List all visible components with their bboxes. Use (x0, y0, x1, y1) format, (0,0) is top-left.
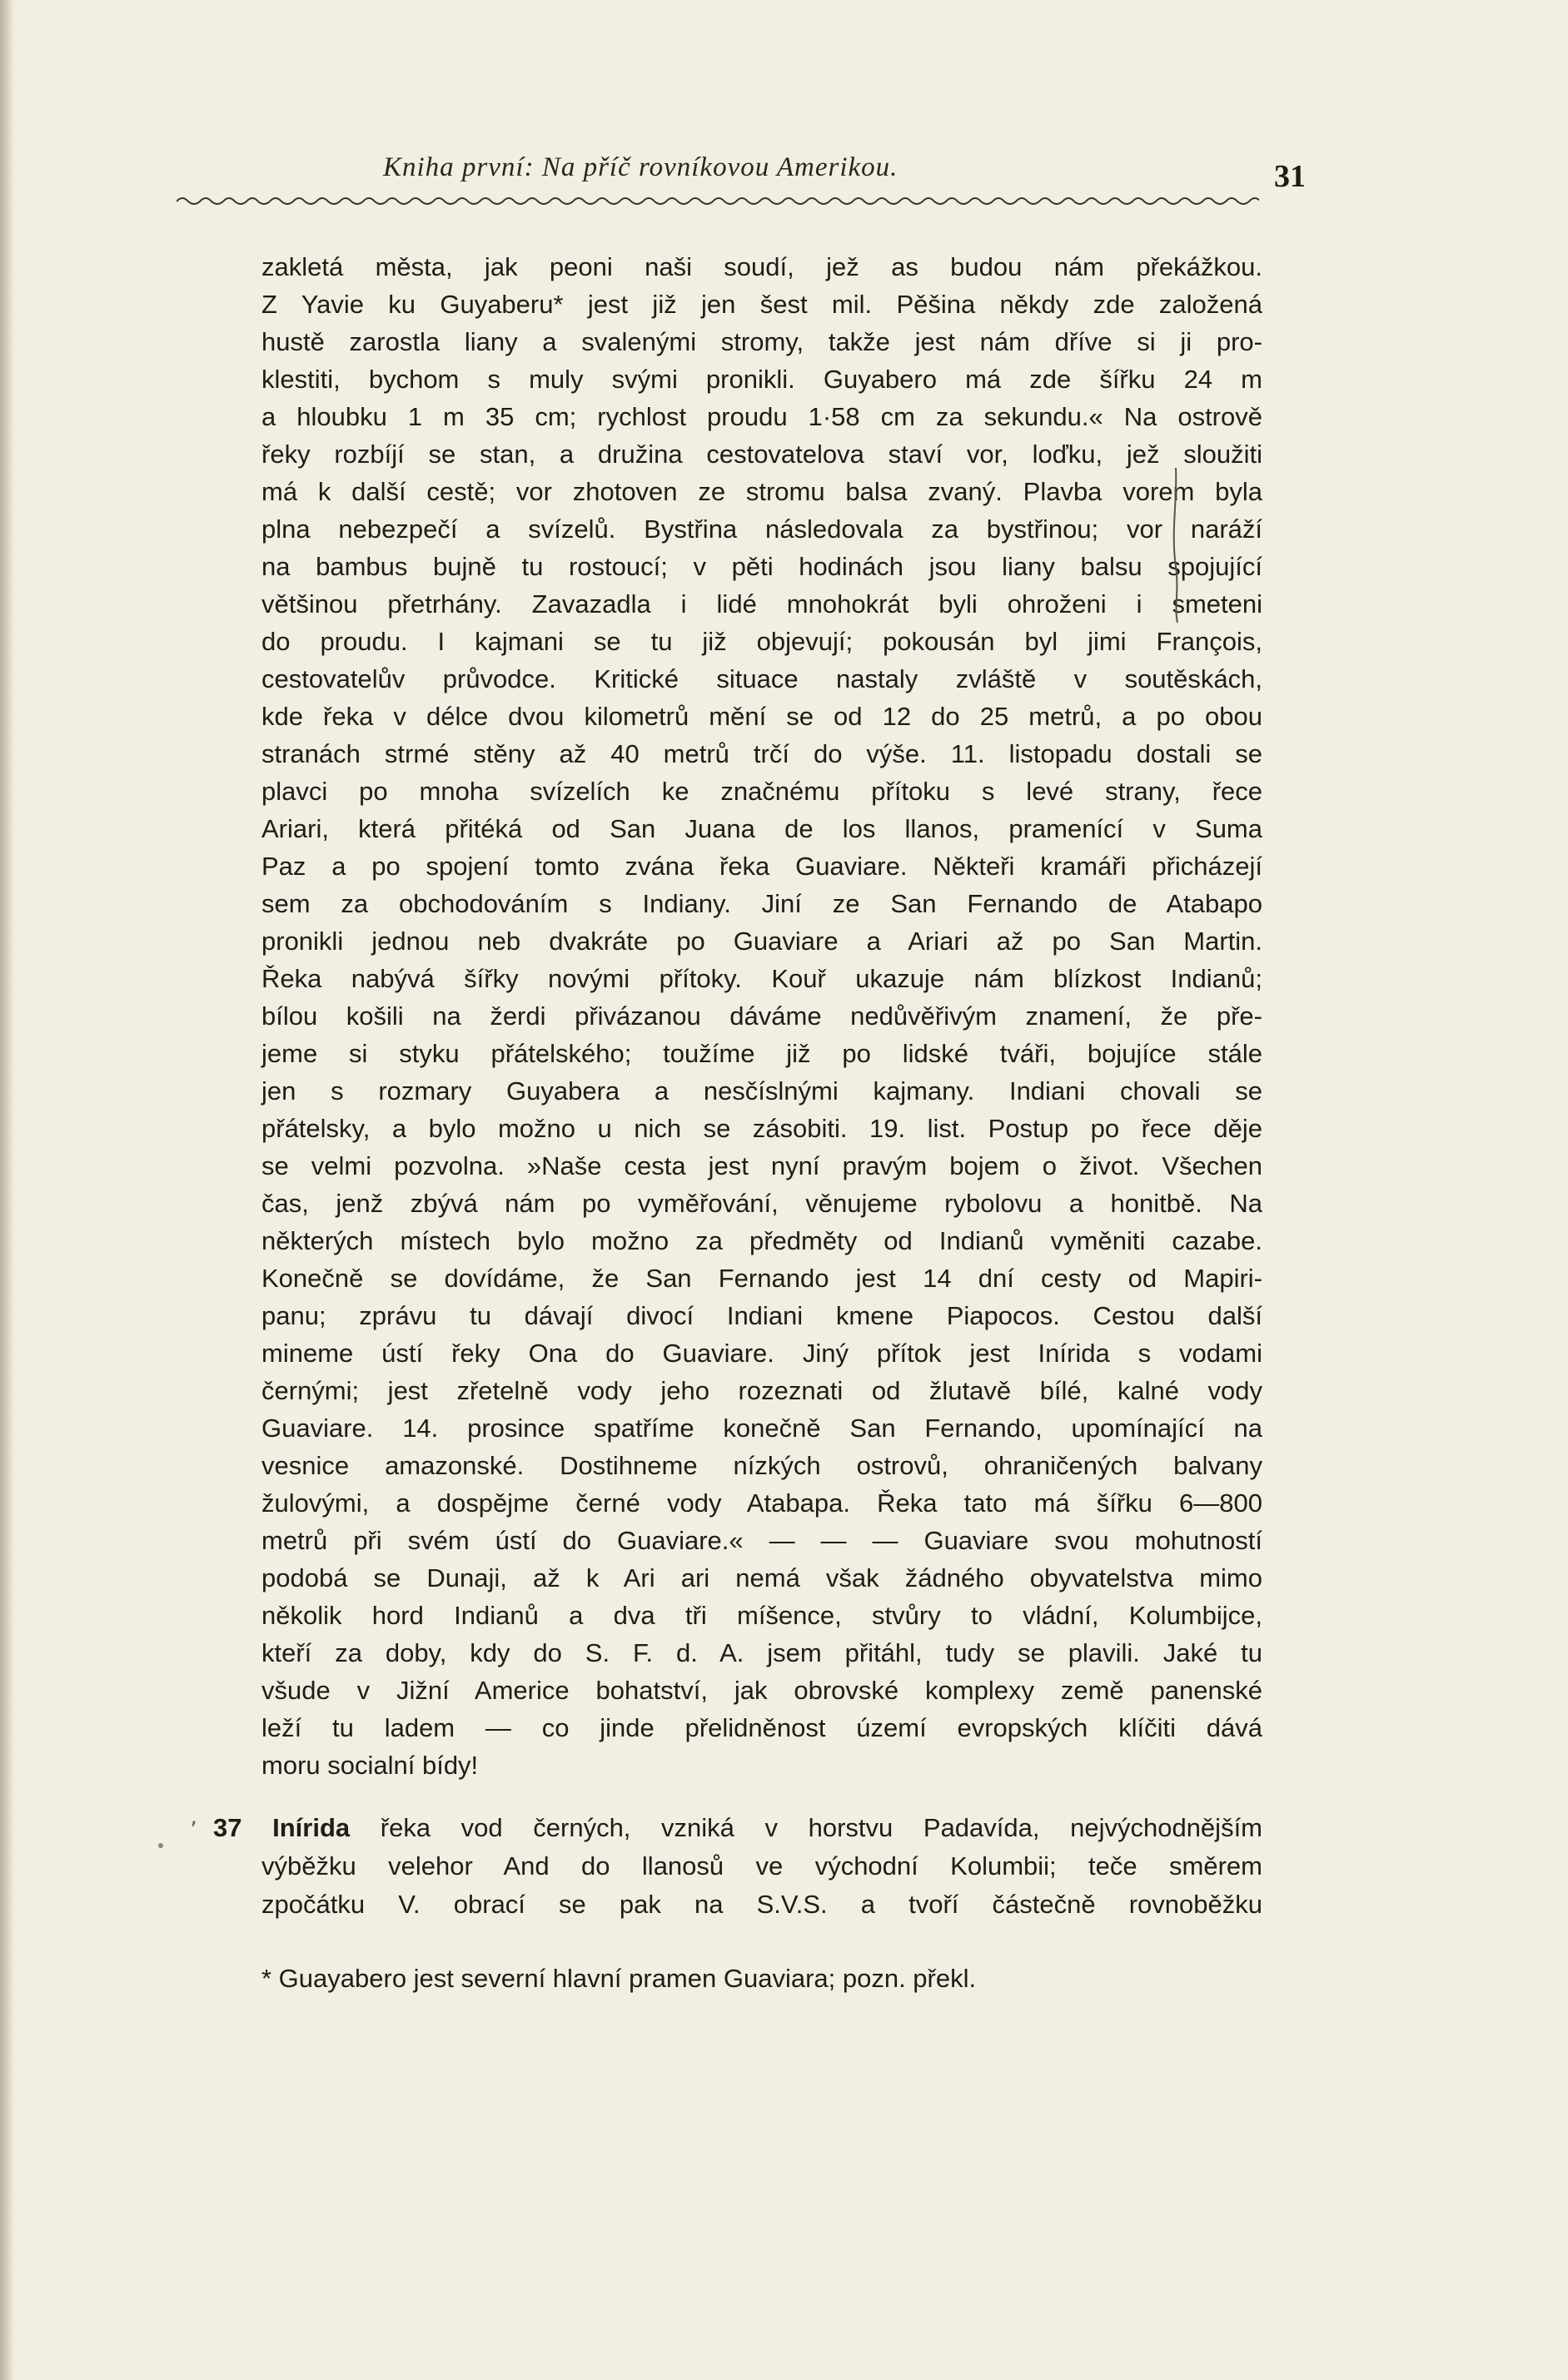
text-line: má k další cestě; vor zhotoven ze stromu balsa zvaný. Plavba vorem byla (261, 477, 1262, 506)
text-line: žulovými, a dospějme černé vody Atabapa. Řeka tato má šířku 6—800 (261, 1488, 1262, 1518)
text-line: a hloubku 1 m 35 cm; rychlost proudu 1·58 cm za sekundu.« Na ostrově (261, 402, 1262, 431)
margin-dot-icon (158, 1843, 163, 1848)
text-line: pronikli jednou neb dvakráte po Guaviare a Ariari až po San Martin. (261, 927, 1262, 956)
text-line: na bambus bujně tu rostoucí; v pěti hodinách jsou liany balsu spojující (261, 552, 1262, 581)
text-line: do proudu. I kajmani se tu již objevují; pokousán byl jimi François, (261, 627, 1262, 656)
pencil-stroke-mark (1159, 466, 1192, 624)
note-first-line-text: řeka vod černých, vzniká v horstvu Padavída, nejvýchodnějším (380, 1813, 1262, 1842)
page-number: 31 (1274, 159, 1306, 194)
text-line: Paz a po spojení tomto zvána řeka Guaviare. Někteři kramáři přicházejí (261, 852, 1262, 881)
text-line: kteří za doby, kdy do S. F. d. A. jsem přitáhl, tudy se plavili. Jaké tu (261, 1638, 1262, 1667)
text-line: jeme si styku přátelského; toužíme již po lidské tváři, bojujíce stále (261, 1039, 1262, 1068)
text-line: vesnice amazonské. Dostihneme nízkých ostrovů, ohraničených balvany (261, 1451, 1262, 1480)
text-line: několik hord Indianů a dva tři míšence, stvůry to vládní, Kolumbijce, (261, 1601, 1262, 1630)
text-line: moru socialní bídy! (261, 1751, 479, 1780)
note-number: 37 (213, 1813, 242, 1842)
note-line (213, 1809, 1262, 1847)
text-line: čas, jenž zbývá nám po vyměřování, věnujeme rybolovu a honitbě. Na (261, 1189, 1262, 1218)
text-line: bílou košili na žerdi přivázanou dáváme nedůvěřivým znamení, že pře- (261, 1001, 1262, 1031)
main-text-block (261, 248, 1262, 1784)
text-line: metrů při svém ústí do Guaviare.« — — — Guaviare svou mohutností (261, 1526, 1262, 1555)
text-line: kde řeka v délce dvou kilometrů mění se od 12 do 25 metrů, a po obou (261, 702, 1262, 731)
text-line: plna nebezpečí a svízelů. Bystřina následovala za bystřinou; vor naráží (261, 514, 1262, 544)
wavy-rule-divider (177, 188, 1259, 210)
text-line: některých místech bylo možno za předměty od Indianů vyměniti cazabe. (261, 1226, 1262, 1255)
note-line: výběžku velehor And do llanosů ve východní Kolumbii; teče směrem (261, 1851, 1262, 1881)
text-line: stranách strmé stěny až 40 metrů trčí do výše. 11. listopadu dostali se (261, 739, 1262, 768)
text-line: cestovatelův průvodce. Kritické situace nastaly zvláště v soutěskách, (261, 664, 1262, 693)
text-line: Guaviare. 14. prosince spatříme konečně San Fernando, upomínající na (261, 1414, 1262, 1443)
text-line: mineme ústí řeky Ona do Guaviare. Jiný přítok jest Inírida s vodami (261, 1339, 1262, 1368)
text-line: jen s rozmary Guyabera a nesčíslnými kajmany. Indiani chovali se (261, 1076, 1262, 1106)
note-line: zpočátku V. obrací se pak na S.V.S. a tvoří částečně rovnoběžku (261, 1890, 1262, 1919)
text-line: sem za obchodováním s Indiany. Jiní ze San Fernando de Atabapo (261, 889, 1262, 918)
text-line: Konečně se dovídáme, že San Fernando jest 14 dní cesty od Mapiri- (261, 1264, 1262, 1293)
text-line: všude v Jižní Americe bohatství, jak obrovské komplexy země panenské (261, 1676, 1262, 1705)
text-line: Řeka nabývá šířky novými přítoky. Kouř ukazuje nám blízkost Indianů; (261, 964, 1262, 993)
text-line: řeky rozbíjí se stan, a družina cestovatelova staví vor, loďku, jež sloužiti (261, 440, 1262, 469)
text-line: klestiti, bychom s muly svými pronikli. Guyabero má zde šířku 24 m (261, 365, 1262, 394)
text-line: Z Yavie ku Guyaberu* jest již jen šest mil. Pěšina někdy zde založená (261, 290, 1262, 319)
text-line: zakletá města, jak peoni naši soudí, jež as budou nám překážkou. (261, 252, 1262, 281)
binding-edge (0, 0, 13, 2380)
running-title: Kniha první: Na příč rovníkovou Amerikou. (383, 152, 898, 182)
text-line: hustě zarostla liany a svalenými stromy, takže jest nám dříve si ji pro- (261, 327, 1262, 356)
text-line: černými; jest zřetelně vody jeho rozeznati od žlutavě bílé, kalné vody (261, 1376, 1262, 1405)
note-term: Inírida (272, 1813, 351, 1842)
text-line: leží tu ladem — co jinde přelidněnost území evropských klíčiti dává (261, 1713, 1262, 1742)
text-line: většinou přetrhány. Zavazadla i lidé mnohokrát byli ohroženi i smeteni (261, 589, 1262, 619)
footnote: * Guayabero jest severní hlavní pramen Guaviara; pozn. překl. (261, 1964, 977, 1993)
text-line: přátelsky, a bylo možno u nich se zásobiti. 19. list. Postup po řece děje (261, 1114, 1262, 1143)
text-line: plavci po mnoha svízelích ke značnému přítoku s levé strany, řece (261, 777, 1262, 806)
text-line: podobá se Dunaji, až k Ari ari nemá však žádného obyvatelstva mimo (261, 1563, 1262, 1592)
note-37 (213, 1809, 1262, 1924)
text-line: Ariari, která přitéká od San Juana de los llanos, pramenící v Suma (261, 814, 1262, 843)
text-line: se velmi pozvolna. »Naše cesta jest nyní pravým bojem o život. Všechen (261, 1151, 1262, 1180)
text-line: panu; zprávu tu dávají divocí Indiani kmene Piapocos. Cestou další (261, 1301, 1262, 1330)
pencil-mark-icon: ʼ (190, 1816, 197, 1844)
